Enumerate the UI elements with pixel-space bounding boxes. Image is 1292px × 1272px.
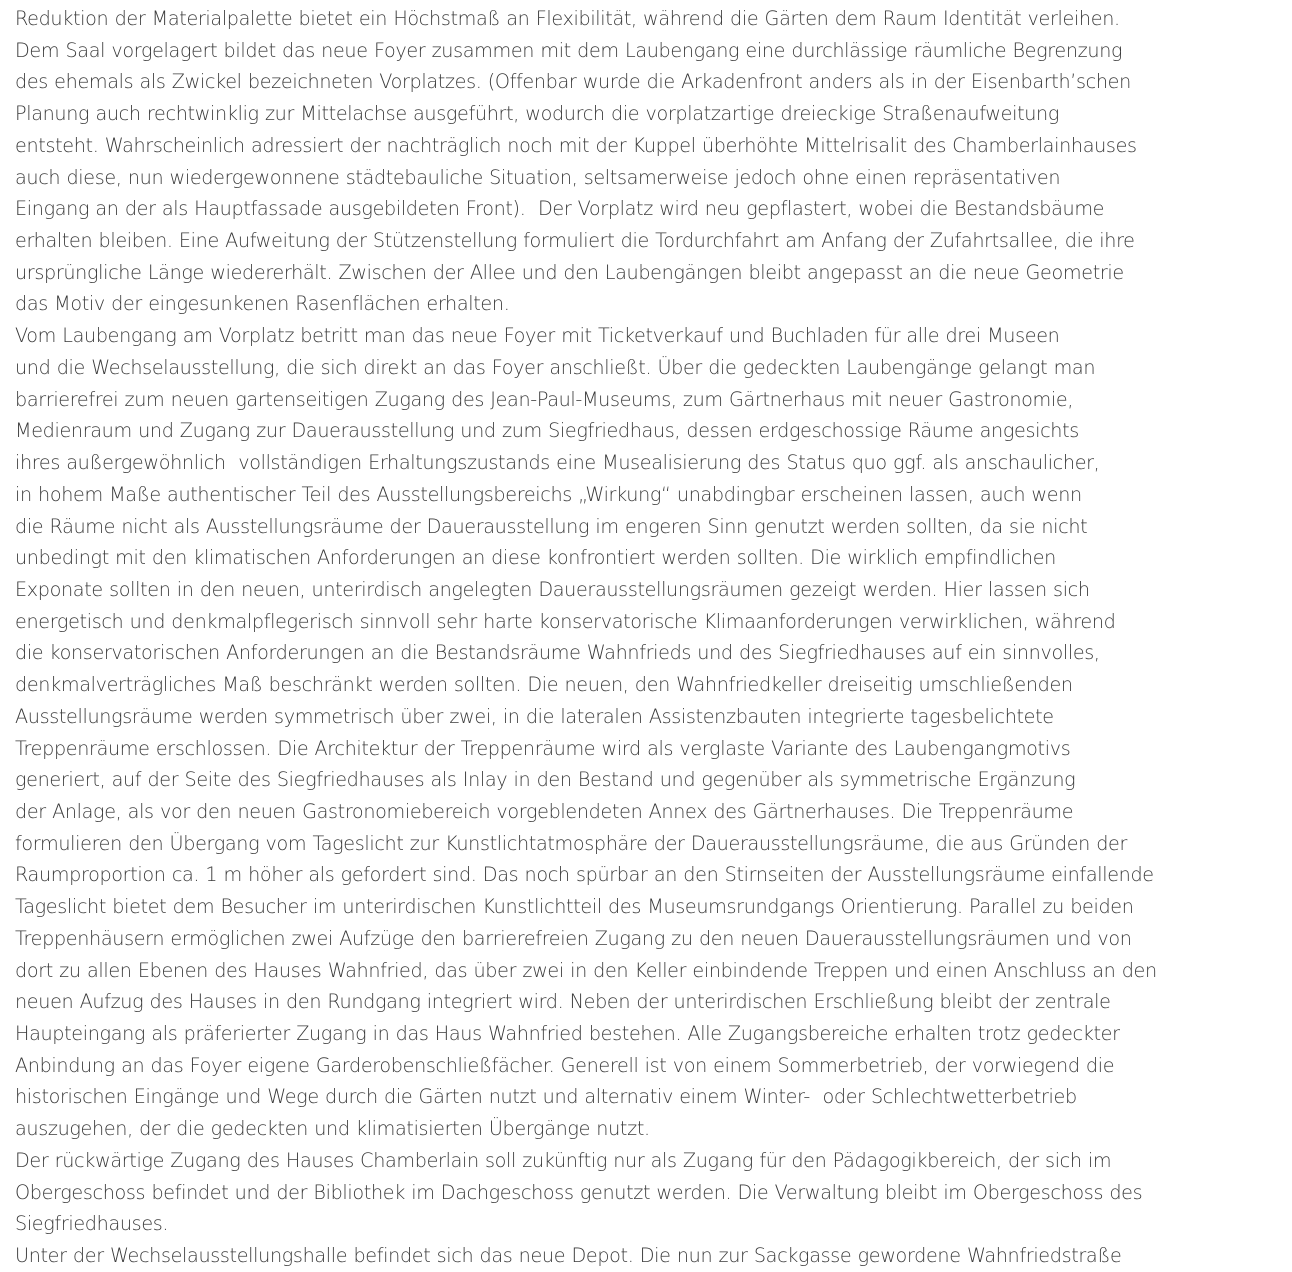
text-line: erhalten bleiben. Eine Aufweitung der Stützenstellung formuliert die Tordurchfahrt am Anfang der Zufahrtsallee, die ihre xyxy=(15,229,1135,253)
text-line: historischen Eingänge und Wege durch die Gärten nutzt und alternativ einem Winter- oder Schlechtwetterbetrieb xyxy=(15,1085,1077,1109)
text-line: Eingang an der als Hauptfassade ausgebildeten Front). Der Vorplatz wird neu gepflastert, wobei die Bestandsbäume xyxy=(15,197,1105,221)
text-line: Der rückwärtige Zugang des Hauses Chamberlain soll zukünftig nur als Zugang für den Pädagogikbereich, der sich im xyxy=(15,1148,1112,1172)
text-line: neuen Aufzug des Hauses in den Rundgang integriert wird. Neben der unterirdischen Erschließung bleibt der zentrale xyxy=(15,990,1111,1014)
text-line: ursprüngliche Länge wiedererhält. Zwischen der Allee und den Laubengängen bleibt angepasst an die neue Geometrie xyxy=(15,260,1124,284)
text-line: Treppenhäusern ermöglichen zwei Aufzüge den barrierefreien Zugang zu den neuen Dauerausstellungsräumen und von xyxy=(15,926,1132,950)
text-line: energetisch und denkmalpflegerisch sinnvoll sehr harte konservatorische Klimaanforderungen verwirklichen, während xyxy=(15,609,1116,633)
text-line: Treppenräume erschlossen. Die Architektur der Treppenräume wird als verglaste Variante des Laubengangmotivs xyxy=(15,736,1071,760)
text-line: dort zu allen Ebenen des Hauses Wahnfried, das über zwei in den Keller einbindende Treppen und einen Anschluss an den xyxy=(15,958,1157,982)
text-line: Ausstellungsräume werden symmetrisch über zwei, in die lateralen Assistenzbauten integrierte tagesbelichtete xyxy=(15,704,1054,728)
text-line: Haupteingang als präferierter Zugang in das Haus Wahnfried bestehen. Alle Zugangsbereiche erhalten trotz gedeckter xyxy=(15,1022,1120,1045)
text-line: auch diese, nun wiedergewonnene städtebauliche Situation, seltsamerweise jedoch ohne einen repräsentativen xyxy=(15,165,1061,189)
text-line: generiert, auf der Seite des Siegfriedhauses als Inlay in den Bestand und gegenüber als symmetrische Ergänzung xyxy=(15,768,1076,792)
text-line: Unter der Wechselausstellungshalle befindet sich das neue Depot. Die nun zur Sackgasse gewordene Wahnfriedstraße xyxy=(15,1244,1122,1268)
text-line: formulieren den Übergang vom Tageslicht zur Kunstlichtatmosphäre der Dauerausstellungsräume, die aus Gründen der xyxy=(15,831,1128,855)
text-line: die Räume nicht als Ausstellungsräume der Dauerausstellung im engeren Sinn genutzt werden sollten, da sie nicht xyxy=(15,514,1088,538)
text-line: ihres außergewöhnlich vollständigen Erhaltungszustands eine Musealisierung des Status quo ggf. als anschaulicher, xyxy=(15,451,1100,475)
text-line: Raumproportion ca. 1 m höher als gefordert sind. Das noch spürbar an den Stirnseiten der Ausstellungsräume einfallende xyxy=(15,863,1154,887)
document-body xyxy=(15,3,1285,1272)
text-line: Vom Laubengang am Vorplatz betritt man das neue Foyer mit Ticketverkauf und Buchladen für alle drei Museen xyxy=(15,324,1060,348)
text-line: Medienraum und Zugang zur Dauerausstellung und zum Siegfriedhaus, dessen erdgeschossige Räume angesichts xyxy=(15,419,1079,443)
text-line: das Motiv der eingesunkenen Rasenflächen erhalten. xyxy=(15,292,510,316)
text-line: die konservatorischen Anforderungen an die Bestandsräume Wahnfrieds und des Siegfriedhauses auf ein sinnvolles, xyxy=(15,641,1100,665)
text-line: Anbindung an das Foyer eigene Garderobenschließfächer. Generell ist von einem Sommerbetrieb, der vorwiegend die xyxy=(15,1053,1115,1077)
text-line: und die Wechselausstellung, die sich direkt an das Foyer anschließt. Über die gedeckten Laubengänge gelangt man xyxy=(15,355,1096,379)
text-line: Reduktion der Materialpalette bietet ein Höchstmaß an Flexibilität, während die Gärten dem Raum Identität verleihen. xyxy=(15,7,1120,30)
text-line: Dem Saal vorgelagert bildet das neue Foyer zusammen mit dem Laubengang eine durchlässige räumliche Begrenzung xyxy=(15,38,1123,62)
text-line: des ehemals als Zwickel bezeichneten Vorplatzes. (Offenbar wurde die Arkadenfront anders als in der Eisenbarth’schen xyxy=(15,70,1131,94)
text-line: denkmalverträgliches Maß beschränkt werden sollten. Die neuen, den Wahnfriedkeller dreiseitig umschließenden xyxy=(15,673,1073,697)
text-line: Exponate sollten in den neuen, unterirdisch angelegten Dauerausstellungsräumen gezeigt werden. Hier lassen sich xyxy=(15,577,1090,601)
text-line: der Anlage, als vor den neuen Gastronomiebereich vorgeblendeten Annex des Gärtnerhauses. Die Treppenräume xyxy=(15,799,1074,823)
text-line: Siegfriedhauses. xyxy=(15,1212,169,1236)
text-line: Tageslicht bietet dem Besucher im unterirdischen Kunstlichtteil des Museumsrundgangs Orientierung. Parallel zu beiden xyxy=(15,895,1134,919)
text-line: in hohem Maße authentischer Teil des Ausstellungsbereichs „Wirkung“ unabdingbar erscheinen lassen, auch wenn xyxy=(15,482,1082,506)
text-line: auszugehen, der die gedeckten und klimatisierten Übergänge nutzt. xyxy=(15,1117,650,1141)
text-line: barrierefrei zum neuen gartenseitigen Zugang des Jean-Paul-Museums, zum Gärtnerhaus mit neuer Gastronomie, xyxy=(15,387,1074,411)
text-line: Obergeschoss befindet und der Bibliothek im Dachgeschoss genutzt werden. Die Verwaltung bleibt im Obergeschoss des xyxy=(15,1180,1143,1204)
text-line: Planung auch rechtwinklig zur Mittelachse ausgeführt, wodurch die vorplatzartige dreieckige Straßenaufweitung xyxy=(15,102,1060,126)
text-line: unbedingt mit den klimatischen Anforderungen an diese konfrontiert werden sollten. Die wirklich empfindlichen xyxy=(15,546,1056,570)
text-line: entsteht. Wahrscheinlich adressiert der nachträglich noch mit der Kuppel überhöhte Mittelrisalit des Chamberlainhauses xyxy=(15,133,1137,157)
